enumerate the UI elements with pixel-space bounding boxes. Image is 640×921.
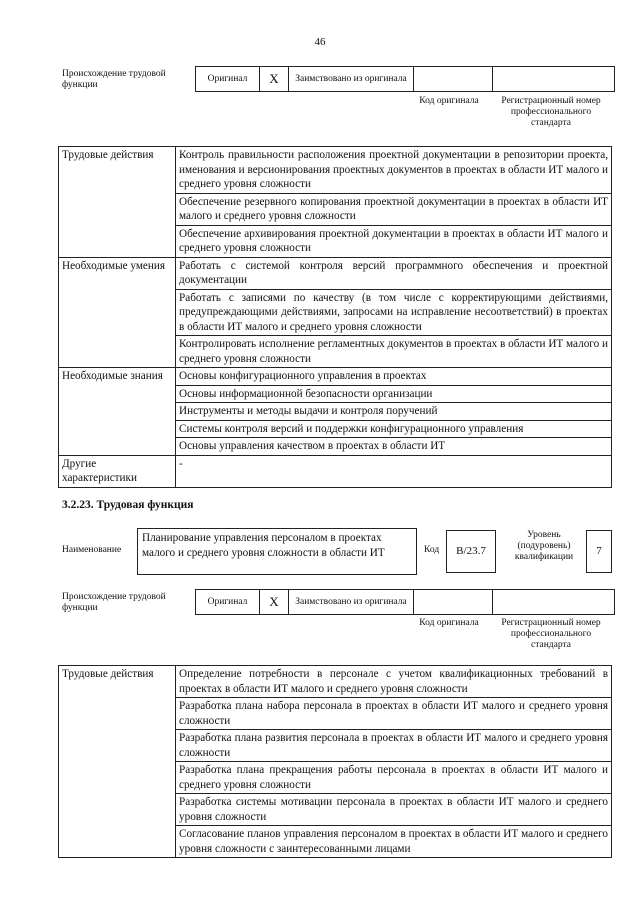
table-row (59, 147, 612, 194)
code-value-box: B/23.7 (446, 530, 496, 573)
original-cell: Оригинал (196, 590, 260, 615)
labor-actions-table (58, 665, 612, 858)
row-item-text: - (176, 455, 612, 487)
row-item-text: Контроль правильности расположения проектной документации в репозитории проекта, именования и версионирования проектных документов в проектах в области ИТ малого и среднего уровня сложности (176, 147, 612, 194)
function-name-box: Планирование управления персоналом в проектах малого и среднего уровня сложности в области ИТ (137, 528, 417, 575)
original-mark: X (260, 590, 289, 615)
row-item-text: Основы информационной безопасности организации (176, 385, 612, 403)
origin-table (195, 589, 615, 615)
row-item-text: Определение потребности в персонале с учетом квалификационных требований в проектах в области ИТ малого и среднего уровня сложности (176, 666, 612, 698)
reg-number-caption: Регистрационный номер профессионального стандарта (501, 618, 601, 650)
table-row (59, 455, 612, 487)
original-mark: X (260, 67, 289, 92)
row-item-text: Контролировать исполнение регламентных документов в проектах в области ИТ малого и среднего уровня сложности (176, 336, 612, 368)
code-original-caption: Код оригинала (419, 96, 479, 106)
row-item-text: Основы конфигурационного управления в проектах (176, 368, 612, 386)
origin-label: Происхождение трудовой функции (62, 592, 166, 613)
row-item-text: Работать с записями по качеству (в том числе с корректирующими действиями, предупреждающими действиями, запросами на исправление несоответствий) в проектах в области ИТ малого и среднего уровня сложности (176, 289, 612, 336)
level-label: Уровень (подуровень) квалификации (514, 530, 574, 562)
page-number: 46 (314, 36, 326, 48)
row-group-label: Необходимые умения (59, 257, 176, 368)
row-group-label: Другие характеристики (59, 455, 176, 487)
code-label: Код (424, 545, 440, 555)
origin-label: Происхождение трудовой функции (62, 69, 166, 90)
borrowed-cell: Заимствовано из оригинала (289, 590, 414, 615)
reg-number-caption: Регистрационный номер профессионального стандарта (501, 96, 601, 128)
row-item-text: Согласование планов управления персоналом в проектах в области ИТ малого и среднего уровня сложности с заинтересованными лицами (176, 826, 612, 858)
row-group-label: Трудовые действия (59, 147, 176, 258)
row-item-text: Разработка плана прекращения работы персонала в проектах в области ИТ малого и среднего уровня сложности (176, 762, 612, 794)
row-item-text: Инструменты и методы выдачи и контроля поручений (176, 403, 612, 421)
section-heading: 3.2.23. Трудовая функция (62, 499, 194, 511)
row-group-label: Трудовые действия (59, 666, 176, 858)
row-item-text: Разработка плана набора персонала в проектах в области ИТ малого и среднего уровня сложности (176, 698, 612, 730)
code-original-cell (414, 590, 493, 615)
code-original-cell (414, 67, 493, 92)
code-original-caption: Код оригинала (419, 618, 479, 628)
row-item-text: Обеспечение резервного копирования проектной документации в проектах в области ИТ малого и среднего уровня сложности (176, 193, 612, 225)
level-value-box: 7 (586, 530, 612, 573)
row-item-text: Основы управления качеством в проектах в области ИТ (176, 438, 612, 456)
borrowed-cell: Заимствовано из оригинала (289, 67, 414, 92)
original-cell: Оригинал (196, 67, 260, 92)
reg-number-cell (493, 590, 615, 615)
origin-table (195, 66, 615, 92)
row-item-text: Системы контроля версий и поддержки конфигурационного управления (176, 420, 612, 438)
table-row (59, 368, 612, 386)
row-item-text: Обеспечение архивирования проектной документации в проектах в области ИТ малого и среднего уровня сложности (176, 225, 612, 257)
row-item-text: Разработка плана развития персонала в проектах в области ИТ малого и среднего уровня сложности (176, 730, 612, 762)
row-item-text: Разработка системы мотивации персонала в проектах в области ИТ малого и среднего уровня сложности (176, 794, 612, 826)
reg-number-cell (493, 67, 615, 92)
table-row (59, 257, 612, 289)
row-group-label: Необходимые знания (59, 368, 176, 456)
function-details-table (58, 146, 612, 488)
name-label: Наименование (62, 545, 122, 555)
table-row (59, 666, 612, 698)
row-item-text: Работать с системой контроля версий программного обеспечения и проектной документации (176, 257, 612, 289)
